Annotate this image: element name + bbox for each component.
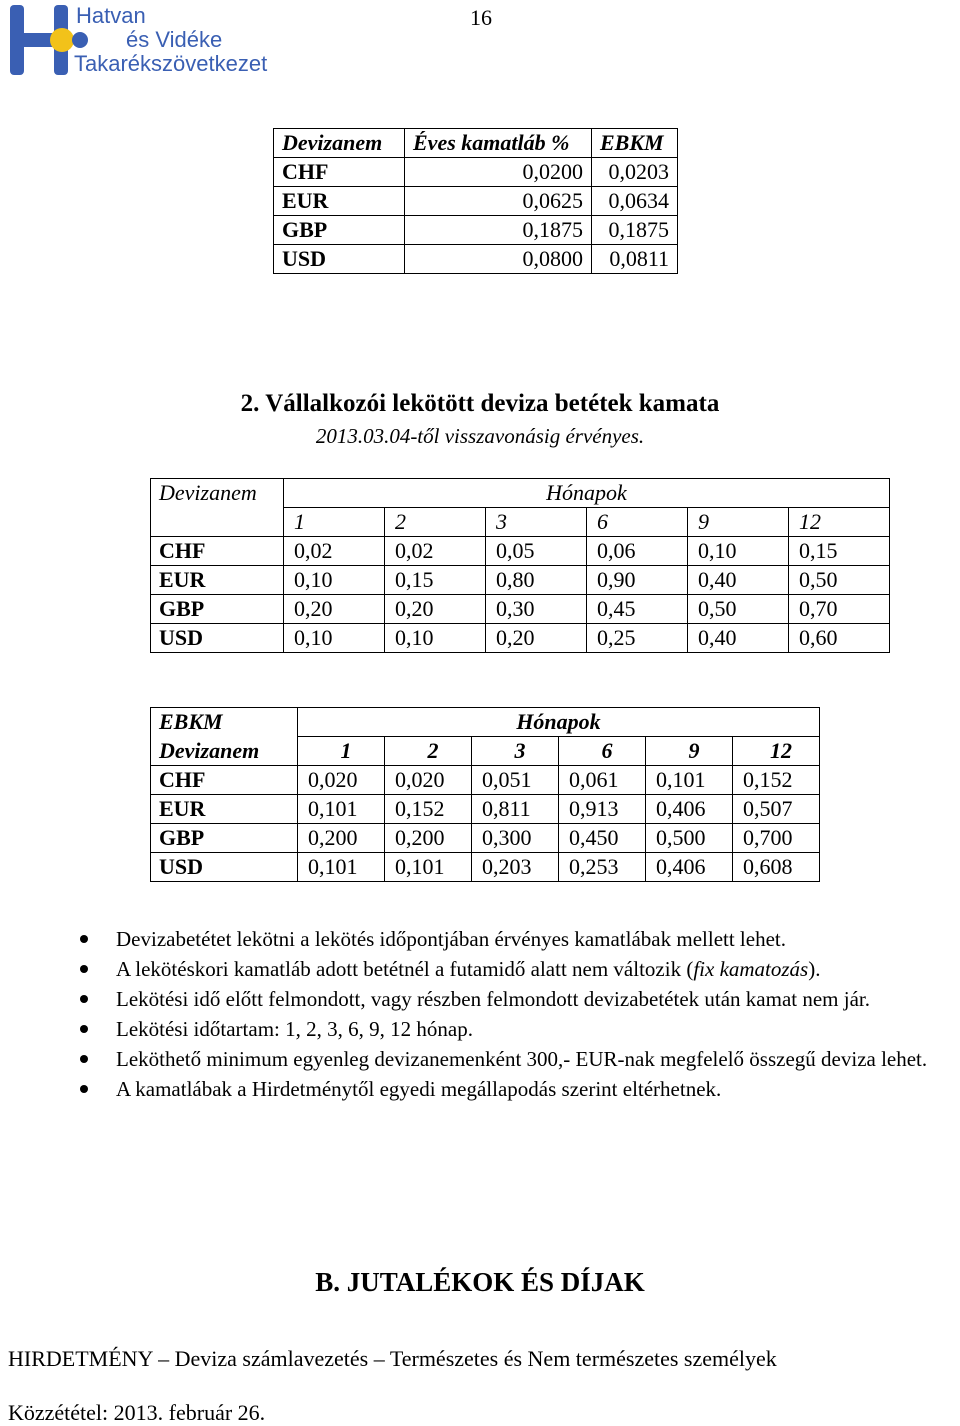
value-cell: 0,80	[486, 566, 587, 595]
table-header-row	[151, 708, 820, 737]
bullet-icon	[80, 1025, 88, 1033]
value-cell: 0,1875	[405, 216, 592, 245]
value-cell: 0,10	[385, 624, 486, 653]
value-cell: 0,152	[733, 766, 820, 795]
table-header-row	[151, 737, 820, 766]
list-item	[78, 925, 960, 953]
value-cell: 0,406	[646, 853, 733, 882]
table-row	[151, 624, 890, 653]
value-cell: 0,0203	[592, 158, 678, 187]
rates-table-2	[150, 478, 890, 653]
value-cell: 0,02	[284, 537, 385, 566]
value-cell: 0,253	[559, 853, 646, 882]
note-text: Lekötési idő előtt felmondott, vagy részben felmondott devizabetétek után kamat nem jár.	[116, 987, 871, 1011]
table-row	[274, 245, 678, 274]
section-title: 2. Vállalkozói lekötött deviza betétek kamata	[240, 390, 720, 417]
list-item	[78, 955, 960, 983]
value-cell: 0,06	[587, 537, 688, 566]
value-cell: 0,70	[789, 595, 890, 624]
bullet-icon	[80, 965, 88, 973]
table-row	[274, 158, 678, 187]
corner-cell: Devizanem	[151, 737, 298, 766]
header-cell: Éves kamatláb %	[405, 129, 592, 158]
note-text-after: ).	[808, 957, 821, 981]
value-cell: 0,0625	[405, 187, 592, 216]
currency-cell: USD	[151, 624, 284, 653]
logo-text-2: és Vidéke	[126, 27, 223, 52]
currency-cell: CHF	[151, 537, 284, 566]
value-cell: 0,700	[733, 824, 820, 853]
table-header-row	[274, 129, 678, 158]
month-header: 3	[486, 508, 587, 537]
currency-cell: EUR	[151, 566, 284, 595]
value-cell: 0,406	[646, 795, 733, 824]
value-cell: 0,0811	[592, 245, 678, 274]
logo-text-3: Takarékszövetkezet	[74, 51, 268, 76]
table-row	[151, 766, 820, 795]
currency-cell: USD	[274, 245, 405, 274]
value-cell: 0,200	[385, 824, 472, 853]
corner-cell: Devizanem	[151, 479, 284, 508]
value-cell: 0,10	[284, 624, 385, 653]
value-cell: 0,101	[646, 766, 733, 795]
value-cell: 0,061	[559, 766, 646, 795]
currency-cell: EUR	[274, 187, 405, 216]
month-header: 1	[284, 508, 385, 537]
publication-date: Közzététel: 2013. február 26.	[8, 1400, 266, 1425]
header-cell: EBKM	[592, 129, 678, 158]
value-cell: 0,101	[298, 853, 385, 882]
note-text: A kamatlábak a Hirdetménytől egyedi megállapodás szerint eltérhetnek.	[116, 1077, 722, 1101]
month-header: 9	[688, 508, 789, 537]
value-cell: 0,450	[559, 824, 646, 853]
table-row	[274, 216, 678, 245]
value-cell: 0,40	[688, 566, 789, 595]
value-cell: 0,40	[688, 624, 789, 653]
value-cell: 0,15	[385, 566, 486, 595]
value-cell: 0,811	[472, 795, 559, 824]
table-row	[151, 566, 890, 595]
month-header: 9	[646, 737, 733, 766]
month-header: 3	[472, 737, 559, 766]
value-cell: 0,05	[486, 537, 587, 566]
month-header: 12	[733, 737, 820, 766]
table-row	[151, 795, 820, 824]
list-item	[78, 985, 960, 1013]
value-cell: 0,101	[298, 795, 385, 824]
value-cell: 0,20	[486, 624, 587, 653]
table-row	[151, 537, 890, 566]
notes-list	[78, 925, 960, 1105]
footer-text: HIRDETMÉNY – Deviza számlavezetés – Természetes és Nem természetes személyek	[8, 1346, 777, 1371]
month-header: 6	[559, 737, 646, 766]
table-row	[274, 187, 678, 216]
table-row	[151, 595, 890, 624]
bullet-icon	[80, 1055, 88, 1063]
bullet-icon	[80, 995, 88, 1003]
value-cell: 0,507	[733, 795, 820, 824]
value-cell: 0,60	[789, 624, 890, 653]
value-cell: 0,10	[284, 566, 385, 595]
value-cell: 0,45	[587, 595, 688, 624]
table-row	[151, 853, 820, 882]
currency-cell: GBP	[151, 595, 284, 624]
note-text: Devizabetétet lekötni a lekötés időpontjában érvényes kamatlábak mellett lehet.	[116, 927, 786, 951]
value-cell: 0,0800	[405, 245, 592, 274]
value-cell: 0,20	[284, 595, 385, 624]
currency-cell: GBP	[151, 824, 298, 853]
currency-cell: CHF	[274, 158, 405, 187]
empty-cell	[151, 508, 284, 537]
value-cell: 0,30	[486, 595, 587, 624]
value-cell: 0,50	[789, 566, 890, 595]
month-header: 12	[789, 508, 890, 537]
rates-table-1	[273, 128, 678, 274]
value-cell: 0,101	[385, 853, 472, 882]
list-item	[78, 1015, 960, 1043]
value-cell: 0,1875	[592, 216, 678, 245]
section-heading: B. JUTALÉKOK ÉS DÍJAK	[315, 1267, 645, 1297]
logo	[8, 3, 308, 79]
group-header: Hónapok	[284, 479, 890, 508]
month-header: 2	[385, 737, 472, 766]
corner-cell: EBKM	[151, 708, 298, 737]
value-cell: 0,913	[559, 795, 646, 824]
value-cell: 0,020	[298, 766, 385, 795]
value-cell: 0,90	[587, 566, 688, 595]
value-cell: 0,0634	[592, 187, 678, 216]
group-header: Hónapok	[298, 708, 820, 737]
note-text: A lekötéskori kamatláb adott betétnél a futamidő alatt nem változik (	[116, 957, 694, 981]
bullet-icon	[80, 935, 88, 943]
month-header: 1	[298, 737, 385, 766]
table-header-row	[151, 508, 890, 537]
currency-cell: GBP	[274, 216, 405, 245]
month-header: 6	[587, 508, 688, 537]
section-subtitle: 2013.03.04-től visszavonásig érvényes.	[315, 424, 645, 448]
ebkm-table	[150, 707, 820, 882]
currency-cell: CHF	[151, 766, 298, 795]
value-cell: 0,25	[587, 624, 688, 653]
value-cell: 0,020	[385, 766, 472, 795]
table-row	[151, 824, 820, 853]
month-header: 2	[385, 508, 486, 537]
bullet-icon	[80, 1085, 88, 1093]
value-cell: 0,50	[688, 595, 789, 624]
value-cell: 0,10	[688, 537, 789, 566]
value-cell: 0,152	[385, 795, 472, 824]
value-cell: 0,300	[472, 824, 559, 853]
value-cell: 0,203	[472, 853, 559, 882]
note-text: Leköthető minimum egyenleg devizanemenként 300,- EUR-nak megfelelő összegű deviza lehet.	[116, 1047, 928, 1071]
value-cell: 0,051	[472, 766, 559, 795]
value-cell: 0,20	[385, 595, 486, 624]
value-cell: 0,608	[733, 853, 820, 882]
list-item	[78, 1045, 960, 1073]
page-number: 16	[470, 5, 492, 30]
note-emphasis: fix kamatozás	[693, 957, 809, 981]
value-cell: 0,200	[298, 824, 385, 853]
value-cell: 0,500	[646, 824, 733, 853]
value-cell: 0,0200	[405, 158, 592, 187]
value-cell: 0,15	[789, 537, 890, 566]
list-item	[78, 1075, 960, 1103]
table-header-row	[151, 479, 890, 508]
currency-cell: USD	[151, 853, 298, 882]
currency-cell: EUR	[151, 795, 298, 824]
value-cell: 0,02	[385, 537, 486, 566]
logo-text-1: Hatvan	[76, 3, 146, 28]
note-text: Lekötési időtartam: 1, 2, 3, 6, 9, 12 hónap.	[116, 1017, 473, 1041]
header-cell: Devizanem	[274, 129, 405, 158]
